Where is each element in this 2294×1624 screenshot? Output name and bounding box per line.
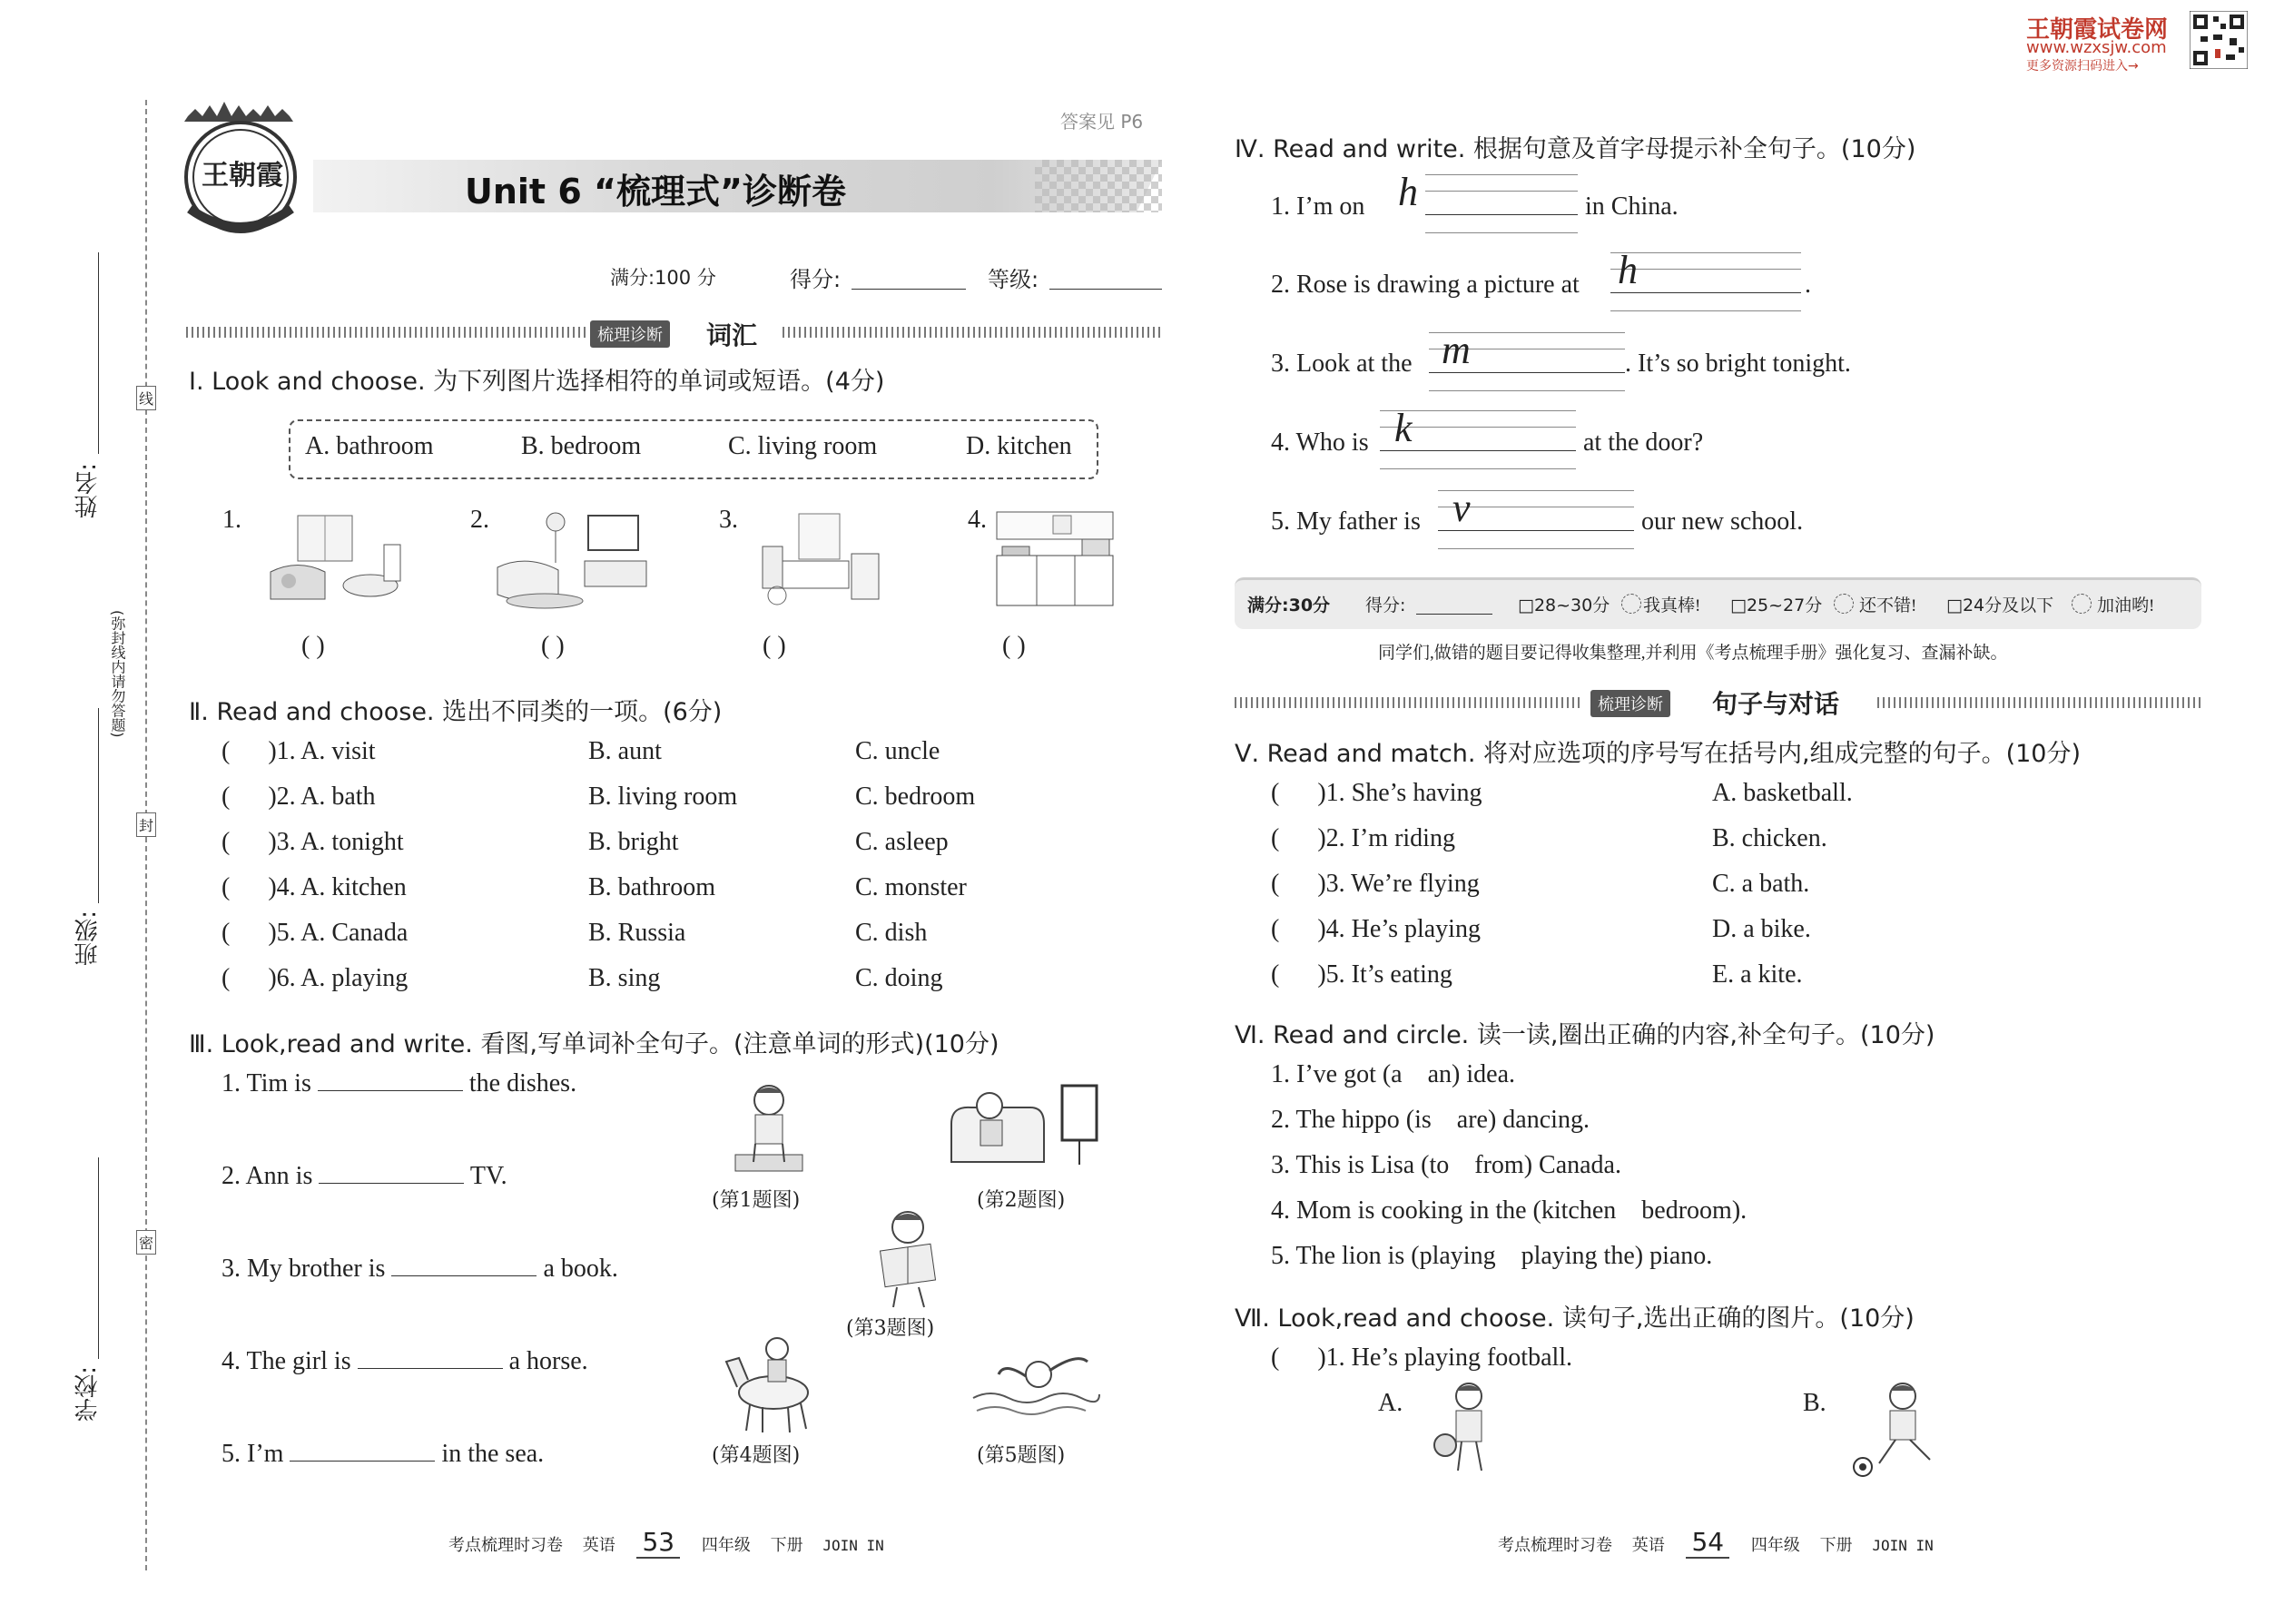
q3-item-5-blank[interactable] (290, 1461, 435, 1462)
vocab-badge: 梳理诊断 (590, 320, 670, 348)
bathroom-picture (261, 508, 416, 613)
smile-face-icon-1 (1621, 594, 1641, 614)
q4-heading: Ⅳ. Read and write. 根据句意及首字母提示补全句子。(10分) (1235, 135, 1916, 163)
score-bar-r2-text: 还不错! (1859, 596, 1917, 615)
footer-left-grade: 四年级 (701, 1536, 751, 1555)
q2-row-5-a[interactable]: ( )5. A. Canada (222, 919, 409, 947)
sent-divider-left (1235, 697, 1583, 708)
q3-item-3-pre: 3. My brother is (222, 1255, 386, 1283)
q3-caption-3: (第3题图) (846, 1317, 935, 1340)
q5-row-3-right: C. a bath. (1712, 870, 1810, 898)
q2-row-2-b: B. living room (588, 782, 738, 811)
answer-ref: 答案见 P6 (1060, 111, 1144, 133)
q1-answer-paren-3[interactable]: ( ) (763, 632, 786, 660)
q1-num-3: 3. (719, 506, 738, 534)
q4-item-5-letter: v (1452, 486, 1471, 530)
smile-face-icon-3 (2072, 594, 2092, 614)
reminder-text: 同学们,做错的题目要记得收集整理,并利用《考点梳理手册》强化复习、查漏补缺。 (1378, 644, 2008, 663)
seal-mark-2: 封 (136, 812, 156, 837)
swimming-picture (968, 1334, 1104, 1425)
q5-row-4-left[interactable]: ( )4. He’s playing (1271, 915, 1481, 943)
reading-book-picture (861, 1207, 960, 1312)
q5-heading: Ⅴ. Read and match. 将对应选项的序号写在括号内,组成完整的句子。(10分) (1235, 740, 2081, 768)
q3-item-2-blank[interactable] (319, 1183, 464, 1184)
q3-item-3 (222, 1255, 618, 1284)
q2-row-3-b: B. bright (588, 828, 679, 856)
q3-caption-5: (第5题图) (977, 1444, 1066, 1467)
q5-row-1-left[interactable]: ( )1. She’s having (1271, 779, 1482, 807)
q3-item-4-pre: 4. The girl is (222, 1347, 351, 1375)
q2-row-4-a[interactable]: ( )4. A. kitchen (222, 873, 407, 901)
name-label: 姓名: (74, 463, 102, 518)
q1-answer-paren-4[interactable]: ( ) (1002, 632, 1026, 660)
living-room-picture (490, 508, 654, 613)
washing-dishes-picture (719, 1080, 819, 1180)
footer-right-grade: 四年级 (1750, 1536, 1800, 1555)
full-score: 满分:100 分 (610, 267, 716, 289)
q4-guide-1b (1425, 191, 1578, 192)
q1-option-d: D. kitchen (966, 432, 1072, 460)
q7-option-a-label: A. (1378, 1389, 1403, 1417)
q3-item-2-post: TV. (469, 1162, 507, 1190)
footer-right-page: 54 (1686, 1527, 1729, 1559)
q1-option-a: A. bathroom (305, 432, 434, 460)
q4-item-5-pre: 5. My father is (1271, 507, 1421, 536)
q2-row-6-b: B. sing (588, 964, 661, 992)
q4-item-3-post: . It’s so bright tonight. (1625, 349, 1851, 378)
q3-caption-4: (第4题图) (712, 1444, 801, 1467)
q5-row-5-right: E. a kite. (1712, 960, 1803, 989)
q3-item-1-post: the dishes. (468, 1069, 577, 1097)
q1-num-4: 4. (968, 506, 987, 534)
q4-item-1-letter: h (1398, 170, 1418, 214)
brand-tagline: 更多资源扫码进入→ (2026, 59, 2139, 74)
footer-left-page: 53 (636, 1527, 680, 1559)
q2-row-3-a[interactable]: ( )3. A. tonight (222, 828, 404, 856)
score-bar-r2[interactable]: □25~27分 (1730, 595, 1823, 615)
q3-caption-1: (第1题图) (712, 1189, 801, 1212)
school-label: 学校: (74, 1366, 102, 1422)
grade-field[interactable] (1049, 289, 1162, 290)
score-bar-field[interactable] (1416, 614, 1492, 615)
score-bar-full: 满分:30分 (1247, 595, 1331, 615)
q6-item-5[interactable]: 5. The lion is (playing playing the) piano. (1271, 1242, 1713, 1270)
vocab-title: 词汇 (706, 320, 758, 350)
footer-left-edition: JOIN IN (822, 1537, 884, 1554)
score-bar-r1-text: 我真棒! (1643, 596, 1701, 615)
q2-row-2-a[interactable]: ( )2. A. bath (222, 782, 376, 811)
q3-item-4-blank[interactable] (358, 1368, 503, 1369)
q5-row-5-left[interactable]: ( )5. It’s eating (1271, 960, 1452, 989)
q2-row-6-c: C. doing (855, 964, 943, 992)
q1-option-b: B. bedroom (521, 432, 642, 460)
score-field[interactable] (852, 289, 966, 290)
q3-item-5 (222, 1440, 544, 1469)
q4-guide-2a (1610, 252, 1801, 253)
footer-left-book: 考点梳理时习卷 (448, 1536, 563, 1555)
q4-item-4-pre: 4. Who is (1271, 428, 1369, 457)
q4-item-2-pre: 2. Rose is drawing a picture at (1271, 271, 1580, 299)
qr-code-icon (2190, 11, 2248, 69)
bedroom-picture (744, 508, 890, 613)
sent-badge: 梳理诊断 (1590, 690, 1670, 717)
q1-answer-paren-2[interactable]: ( ) (541, 632, 565, 660)
q4-guide-2d (1610, 310, 1801, 311)
q3-item-5-pre: 5. I’m (222, 1440, 284, 1468)
q4-guide-2b (1610, 269, 1801, 270)
q6-item-3[interactable]: 3. This is Lisa (to from) Canada. (1271, 1151, 1621, 1179)
q6-item-1[interactable]: 1. I’ve got (a an) idea. (1271, 1060, 1515, 1088)
footer-right (1498, 1527, 1934, 1557)
q2-row-4-b: B. bathroom (588, 873, 715, 901)
brand-name: 王朝霞试卷网 (2026, 16, 2169, 44)
q3-item-1-pre: 1. Tim is (222, 1069, 311, 1097)
seal-note: (弥封线内请勿答题) (109, 610, 126, 738)
page-title: Unit 6 “梳理式”诊断卷 (465, 172, 846, 212)
smile-face-icon-2 (1834, 594, 1854, 614)
score-bar-r1[interactable]: □28~30分 (1518, 595, 1610, 615)
q6-item-2[interactable]: 2. The hippo (is are) dancing. (1271, 1106, 1590, 1134)
q3-item-4 (222, 1347, 588, 1376)
q3-item-5-post: in the sea. (441, 1440, 545, 1468)
seal-mark-3: 密 (136, 1230, 156, 1255)
q1-answer-paren-1[interactable]: ( ) (301, 632, 325, 660)
q4-item-2-letter: h (1618, 248, 1638, 292)
footer-right-subject: 英语 (1631, 1536, 1665, 1555)
q5-row-2-right: B. chicken. (1712, 824, 1827, 852)
q2-row-4-c: C. monster (855, 873, 967, 901)
q3-item-3-post: a book. (543, 1255, 618, 1283)
q1-option-c: C. living room (728, 432, 878, 460)
q4-guide-1d (1425, 232, 1578, 233)
score-bar-score: 得分: (1365, 595, 1406, 615)
q2-row-2-c: C. bedroom (855, 782, 976, 811)
footer-right-edition: JOIN IN (1872, 1537, 1934, 1554)
q4-item-5-post: our new school. (1641, 507, 1804, 536)
q3-item-1-blank[interactable] (318, 1090, 463, 1091)
q5-row-3-left[interactable]: ( )3. We’re flying (1271, 870, 1480, 898)
vocab-divider-right (783, 327, 1162, 338)
title-checker-pattern (1035, 160, 1162, 212)
q5-row-1-right: A. basketball. (1712, 779, 1853, 807)
q4-item-2-post: . (1805, 271, 1811, 299)
q4-guide-5d (1438, 548, 1634, 549)
q6-item-4[interactable]: 4. Mom is cooking in the (kitchen bedroom). (1271, 1196, 1748, 1225)
logo-text: 王朝霞 (202, 161, 283, 191)
sent-title: 句子与对话 (1712, 689, 1840, 719)
q4-guide-1c[interactable] (1425, 214, 1578, 215)
seal-mark-1: 线 (136, 386, 156, 410)
q2-row-1-a[interactable]: ( )1. A. visit (222, 737, 376, 765)
q2-heading: Ⅱ. Read and choose. 选出不同类的一项。(6分) (189, 698, 723, 726)
class-field[interactable] (98, 708, 99, 903)
q4-item-4-letter: k (1394, 406, 1413, 450)
footer-left-subject: 英语 (582, 1536, 615, 1555)
q4-item-1-post: in China. (1585, 192, 1679, 221)
q5-row-4-right: D. a bike. (1712, 915, 1811, 943)
q2-row-5-b: B. Russia (588, 919, 686, 947)
q1-heading: Ⅰ. Look and choose. 为下列图片选择相符的单词或短语。(4分) (189, 368, 885, 396)
q4-guide-2c[interactable] (1610, 292, 1801, 293)
footer-right-book: 考点梳理时习卷 (1498, 1536, 1612, 1555)
footer-left (448, 1527, 884, 1557)
q7-option-b-label: B. (1803, 1389, 1826, 1417)
q4-item-1-pre: 1. I’m on (1271, 192, 1365, 221)
brand-url[interactable]: www.wzxsjw.com (2026, 38, 2167, 57)
q4-item-3-pre: 3. Look at the (1271, 349, 1413, 378)
school-field[interactable] (98, 1157, 99, 1359)
q7-heading: Ⅶ. Look,read and choose. 读句子,选出正确的图片。(10分) (1235, 1304, 1915, 1333)
kitchen-picture (991, 508, 1118, 613)
q2-row-1-c: C. uncle (855, 737, 940, 765)
q3-item-2-pre: 2. Ann is (222, 1162, 313, 1190)
q3-item-4-post: a horse. (508, 1347, 588, 1375)
q4-item-4-post: at the door? (1583, 428, 1704, 457)
q3-item-2 (222, 1162, 507, 1191)
riding-horse-picture (717, 1333, 835, 1437)
q3-caption-2: (第2题图) (977, 1189, 1066, 1212)
basketball-boy-picture[interactable] (1425, 1380, 1511, 1480)
q2-row-6-a[interactable]: ( )6. A. playing (222, 964, 409, 992)
grade-label: 等级: (988, 267, 1039, 292)
q5-row-2-left[interactable]: ( )2. I’m riding (1271, 824, 1455, 852)
q4-guide-1a (1425, 174, 1578, 175)
watching-tv-picture (944, 1078, 1103, 1174)
q2-row-3-c: C. asleep (855, 828, 949, 856)
q6-heading: Ⅵ. Read and circle. 读一读,圈出正确的内容,补全句子。(10分) (1235, 1021, 1935, 1049)
footer-right-term: 下册 (1819, 1536, 1853, 1555)
q2-row-5-c: C. dish (855, 919, 928, 947)
sent-divider-right (1877, 697, 2200, 708)
q4-guide-3d (1429, 390, 1625, 391)
score-bar-r3-text: 加油哟! (2097, 596, 2155, 615)
football-boy-picture[interactable] (1843, 1380, 1961, 1480)
footer-left-term: 下册 (770, 1536, 803, 1555)
q4-item-1 (1271, 192, 1364, 221)
name-field[interactable] (98, 252, 99, 454)
q3-item-3-blank[interactable] (391, 1275, 537, 1276)
vocab-divider-left (186, 327, 586, 338)
q3-item-1 (222, 1069, 576, 1098)
q1-num-2: 2. (470, 506, 489, 534)
score-bar-r3[interactable]: □24分及以下 (1946, 595, 2054, 615)
q3-heading: Ⅲ. Look,read and write. 看图,写单词补全句子。(注意单词的形式)(10分) (189, 1030, 999, 1058)
q4-guide-4d (1380, 468, 1576, 469)
q2-row-1-b: B. aunt (588, 737, 662, 765)
class-label: 班级: (74, 910, 102, 966)
score-label: 得分: (790, 267, 842, 292)
q4-item-3-letter: m (1442, 328, 1471, 372)
q1-num-1: 1. (222, 506, 241, 534)
q7-item-1[interactable]: ( )1. He’s playing football. (1271, 1343, 1573, 1372)
